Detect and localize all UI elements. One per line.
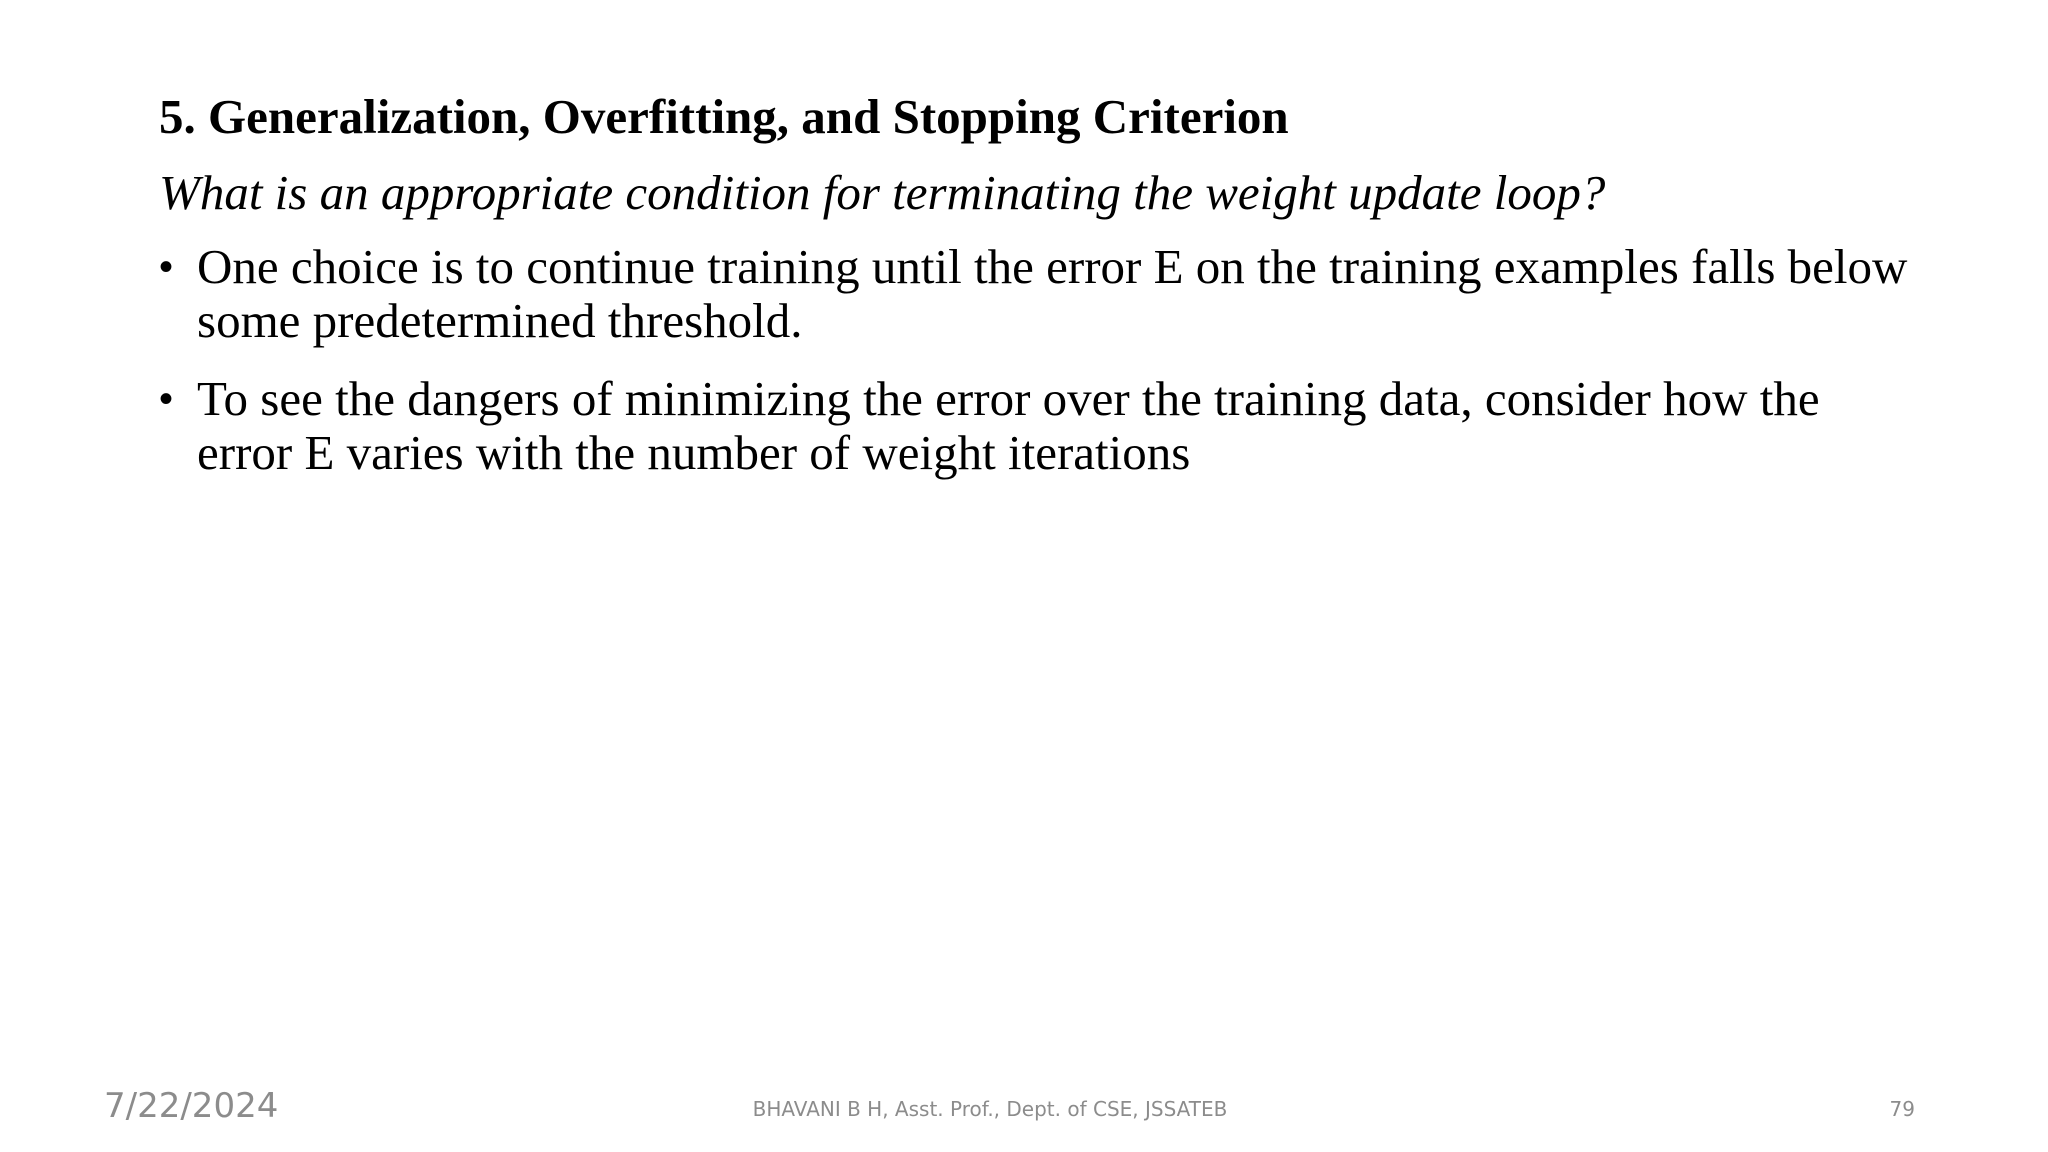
slide-content xyxy=(159,86,1919,504)
bullet-item xyxy=(159,372,1919,480)
bullet-icon: • xyxy=(159,377,174,421)
bullet-list xyxy=(159,240,1919,480)
footer-page-number: 79 xyxy=(1889,1097,1915,1121)
bullet-icon: • xyxy=(159,245,174,289)
bullet-text: One choice is to continue training until the error E on the training examples falls below some predetermined threshold. xyxy=(197,239,1908,348)
slide-heading: 5. Generalization, Overfitting, and Stopping Criterion xyxy=(159,89,1289,144)
bullet-item xyxy=(159,240,1919,348)
bullet-text: To see the dangers of minimizing the error over the training data, consider how the error E varies with the number of weight iterations xyxy=(197,371,1820,480)
footer-author: BHAVANI B H, Asst. Prof., Dept. of CSE, JSSATEB xyxy=(752,1097,1228,1121)
footer-date: 7/22/2024 xyxy=(104,1086,279,1126)
slide-question: What is an appropriate condition for terminating the weight update loop? xyxy=(159,165,1606,220)
